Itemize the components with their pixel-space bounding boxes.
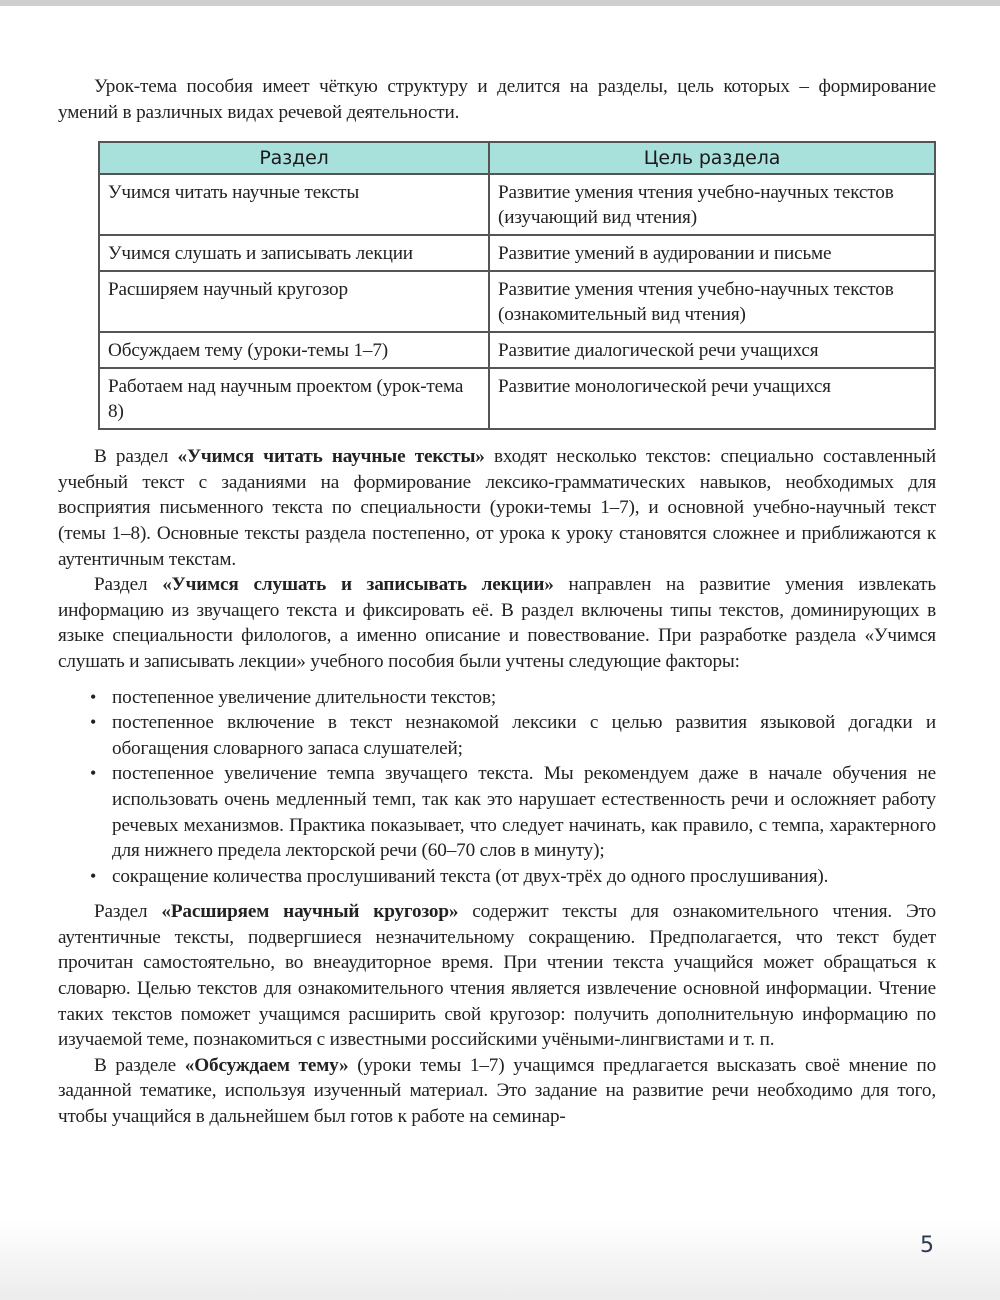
list-item: • постепенное увеличение длительности текстов; [112,685,936,711]
table-row [99,368,935,429]
paragraph-listening-section [58,572,936,674]
cell-section: Обсуждаем тему (уроки-темы 1–7) [99,332,489,368]
header-goal: Цель раздела [489,142,935,174]
sections-table [98,141,936,430]
header-section: Раздел [99,142,489,174]
text-run: содержит тексты для ознакомительного чтения. Это аутентичные тексты, подвергшиеся незначительному сокращению. Предполагается, что текст будет прочитан самостоятельно, во внеаудиторное время. При чтении текста учащийся может обращаться к словарю. Целью текстов для ознакомительного чтения является извлечение основной информации. Чтение таких текстов поможет учащимся расширить свой кругозор: получить дополнительную информацию по изучаемой теме, познакомиться с известными российскими учёными-лингвистами и т. п. [58,901,936,1051]
cell-section: Работаем над научным проектом (урок-тема 8) [99,368,489,429]
cell-section: Учимся слушать и записывать лекции [99,235,489,271]
cell-section: Расширяем научный кругозор [99,271,489,332]
text-run: Раздел [94,901,162,923]
page-number: 5 [920,1233,934,1258]
cell-goal: Развитие умения чтения учебно-научных текстов (изучающий вид чтения) [489,174,935,235]
paragraph-horizon-section [58,899,936,1053]
list-item: • сокращение количества прослушиваний текста (от двух-трёх до одного прослушивания). [112,864,936,890]
text-run: В раздел [94,446,178,468]
text-run: В разделе [94,1054,185,1076]
table-row [99,271,935,332]
viewer-top-bar [0,0,1000,6]
text-run: входят несколько текстов: специально составленный учебный текст с заданиями на формирование лексико-грамматических навыков, необходимых для восприятия письменного текста по специальности (уроки-темы 1–7), и основной учебно-научный текст (темы 1–8). Основные тексты раздела постепенно, от урока к уроку становятся сложнее и приближаются к аутентичным текстам. [58,446,936,570]
text-run: направлен на развитие умения извлекать информацию из звучащего текста и фиксировать её. В раздел включены типы текстов, доминирующих в языке специальности филологов, а именно описание и повествование. При разработке раздела «Учимся слушать и записывать лекции» учебного пособия были учтены следующие факторы: [58,574,936,672]
factors-list [58,685,936,890]
section-name-bold: «Учимся слушать и записывать лекции» [162,574,554,596]
table-header-row [99,142,935,174]
cell-goal: Развитие умения чтения учебно-научных текстов (ознакомительный вид чтения) [489,271,935,332]
paragraph-reading-section [58,444,936,572]
list-item: • постепенное включение в текст незнакомой лексики с целью развития языковой догадки и обогащения словарного запаса слушателей; [112,710,936,761]
cell-goal: Развитие умений в аудировании и письме [489,235,935,271]
text-run: (уроки темы 1–7) учащимся предлагается высказать своё мнение по заданной тематике, используя изученный материал. Это задание на развитие речи необходимо для того, чтобы учащийся в дальнейшем был готов к работе на семинар- [58,1054,937,1128]
cell-goal: Развитие монологической речи учащихся [489,368,935,429]
cell-section: Учимся читать научные тексты [99,174,489,235]
table-row [99,174,935,235]
section-name-bold: «Учимся читать научные тексты» [177,446,485,468]
section-name-bold: «Обсуждаем тему» [184,1054,349,1076]
text-run: Раздел [94,574,163,596]
intro-paragraph: Урок-тема пособия имеет чёткую структуру и делится на разделы, цель которых – формирование умений в различных видах речевой деятельности. [58,76,936,123]
table-row [99,235,935,271]
paragraph-discussion-section [58,1053,936,1130]
cell-goal: Развитие диалогической речи учащихся [489,332,935,368]
section-name-bold: «Расширяем научный кругозор» [161,901,459,923]
list-item: • постепенное увеличение темпа звучащего текста. Мы рекомендуем даже в начале обучения не использовать очень медленный темп, так как это нарушает естественность речи и осложняет работу речевых механизмов. Практика показывает, что следует начинать, как правило, с темпа, характерного для нижнего предела лекторской речи (60–70 слов в минуту); [112,761,936,863]
document-page [58,74,936,1130]
table-row [99,332,935,368]
